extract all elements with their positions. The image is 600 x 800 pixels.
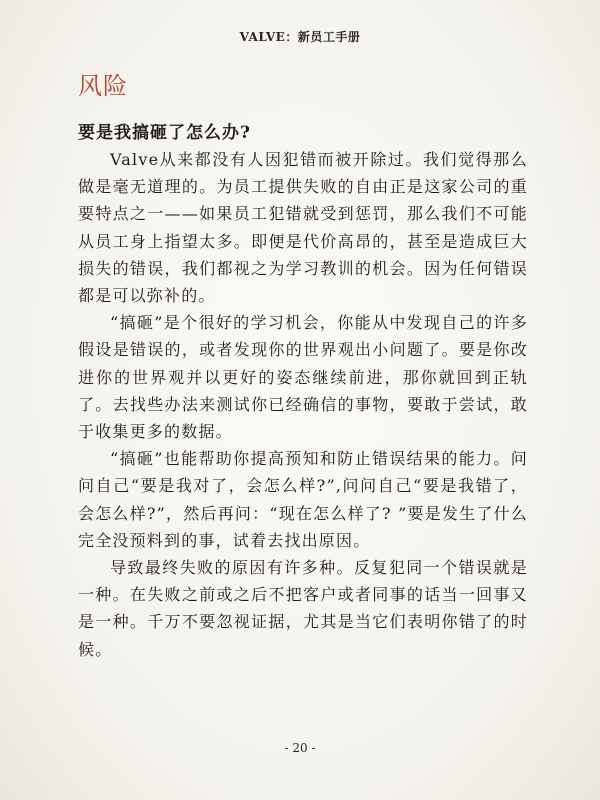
paragraph-1: Valve从来都没有人因犯错而被开除过。我们觉得那么做是毫无道理的。为员工提供失败的自由正是这家公司的重要特点之一——如果员工犯错就受到惩罚，那么我们不可能从员工身上指望太多。即便是代价高昂的，甚至是造成巨大损失的错误，我们都视之为学习教训的机会。因为任何错误都是可以弥补的。 bbox=[78, 150, 528, 306]
page-number: - 20 - bbox=[284, 741, 316, 755]
running-header: VALVE：新员工手册 bbox=[239, 30, 361, 44]
chapter-title: 风险 bbox=[78, 72, 128, 100]
body-text bbox=[78, 146, 528, 663]
paragraph-4: 导致最终失败的原因有许多种。反复犯同一个错误就是一种。在失败之前或之后不把客户或者同事的话当一回事又是一种。千万不要忽视证据，尤其是当它们表明你错了的时候。 bbox=[78, 558, 528, 659]
paragraph-3: “搞砸”也能帮助你提高预知和防止错误结果的能力。问问自己“要是我对了，会怎么样?”,问问自己“要是我错了，会怎么样?”，然后再问：“现在怎么样了? ”要是发生了什么完全没预料到的事，试着去找出原因。 bbox=[78, 449, 528, 550]
paragraph-2: “搞砸”是个很好的学习机会，你能从中发现自己的许多假设是错误的，或者发现你的世界观出小问题了。要是你改进你的世界观并以更好的姿态继续前进，那你就回到正轨了。去找些办法来测试你已经确信的事物，要敢于尝试，敢于收集更多的数据。 bbox=[78, 313, 528, 442]
section-title: 要是我搞砸了怎么办? bbox=[78, 123, 251, 143]
